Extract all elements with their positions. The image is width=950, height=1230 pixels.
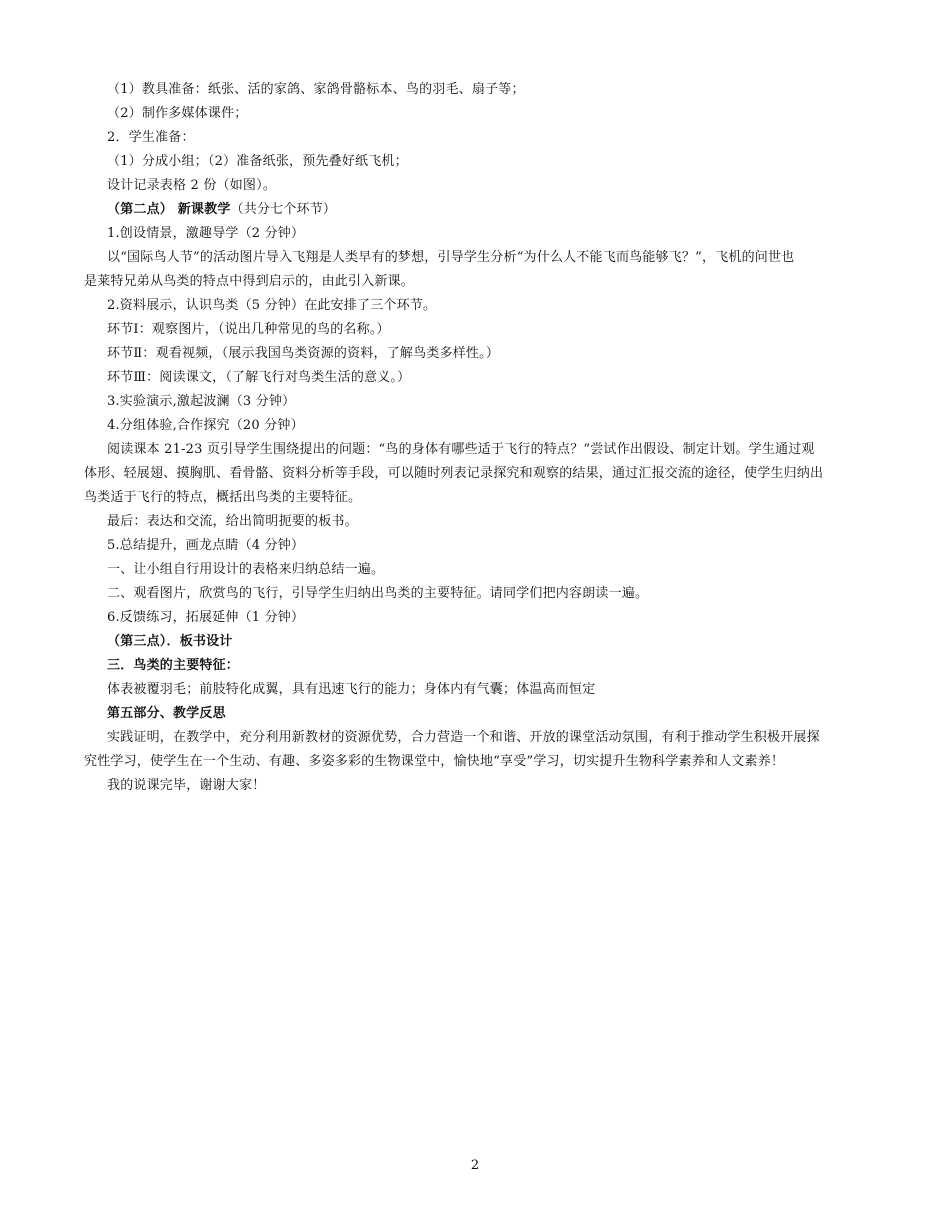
section-heading: 第五部分、教学反思 [107,706,226,721]
text-line: 2.资料展示，认识鸟类（5 分钟）在此安排了三个环节。 [107,298,437,313]
text-line: 5.总结提升，画龙点睛（4 分钟） [107,538,305,553]
text-line: 6.反馈练习，拓展延伸（1 分钟） [107,610,305,625]
text-line: 最后：表达和交流，给出简明扼要的板书。 [107,514,358,529]
text-line: 以“国际鸟人节”的活动图片导入飞翔是人类早有的梦想，引导学生分析“为什么人不能飞而鸟能够飞？”，飞机的问世也 [107,250,795,265]
text-line: 体形、轻展翅、摸胸肌、看骨骼、资料分析等手段，可以随时列表记录探究和观察的结果，通过汇报交流的途径，使学生归纳出 [84,466,824,481]
text-line: 实践证明，在教学中，充分利用新教材的资源优势，合力营造一个和谐、开放的课堂活动氛围，有利于推动学生积极开展探 [107,730,820,745]
text-line: 体表被覆羽毛；前肢特化成翼，具有迅速飞行的能力；身体内有气囊；体温高而恒定 [107,682,596,697]
page-number: 2 [470,1158,480,1173]
section-heading: 三．鸟类的主要特征： [107,658,240,673]
text-line: 是莱特兄弟从鸟类的特点中得到启示的，由此引入新课。 [84,274,415,289]
text-line: 鸟类适于飞行的特点，概括出鸟类的主要特征。 [84,490,362,505]
text-line: （1）分成小组；（2）准备纸张，预先叠好纸飞机； [107,154,408,169]
section-heading: （第二点） 新课教学（共分七个环节） [107,202,337,217]
text-line: 究性学习，使学生在一个生动、有趣、多姿多彩的生物课堂中，愉快地“享受”学习，切实提升生物科学素养和人文素养！ [84,754,785,769]
text-line: 环节Ⅲ：阅读课文，（了解飞行对鸟类生活的意义。） [107,370,411,385]
section-heading: （第三点）．板书设计 [107,634,233,649]
text-line: 3.实验演示,激起波澜（3 分钟） [107,394,296,409]
text-line: 我的说课完毕，谢谢大家！ [107,778,266,793]
text-line: 设计记录表格 2 份（如图）。 [107,178,277,193]
text-line: 1.创设情景，激趣导学（2 分钟） [107,226,305,241]
text-line: （2）制作多媒体课件； [107,106,248,121]
text-line: 4.分组体验,合作探究（20 分钟） [107,418,304,433]
text-line: 一、让小组自行用设计的表格来归纳总结一遍。 [107,562,385,577]
text-line: （1）教具准备：纸张、活的家鸽、家鸽骨骼标本、鸟的羽毛、扇子等； [107,82,525,97]
text-line: 2．学生准备： [107,130,195,145]
text-line: 阅读课本 21-23 页引导学生围绕提出的问题：“鸟的身体有哪些适于飞行的特点？”尝试作出假设、制定计划。学生通过观 [107,442,815,457]
text-line: 环节Ⅱ：观看视频，（展示我国鸟类资源的资料，了解鸟类多样性。） [107,346,500,361]
text-line: 环节Ⅰ：观察图片，（说出几种常见的鸟的名称。） [107,322,390,337]
text-line: 二、观看图片，欣赏鸟的飞行，引导学生归纳出鸟类的主要特征。请同学们把内容朗读一遍。 [107,586,649,601]
